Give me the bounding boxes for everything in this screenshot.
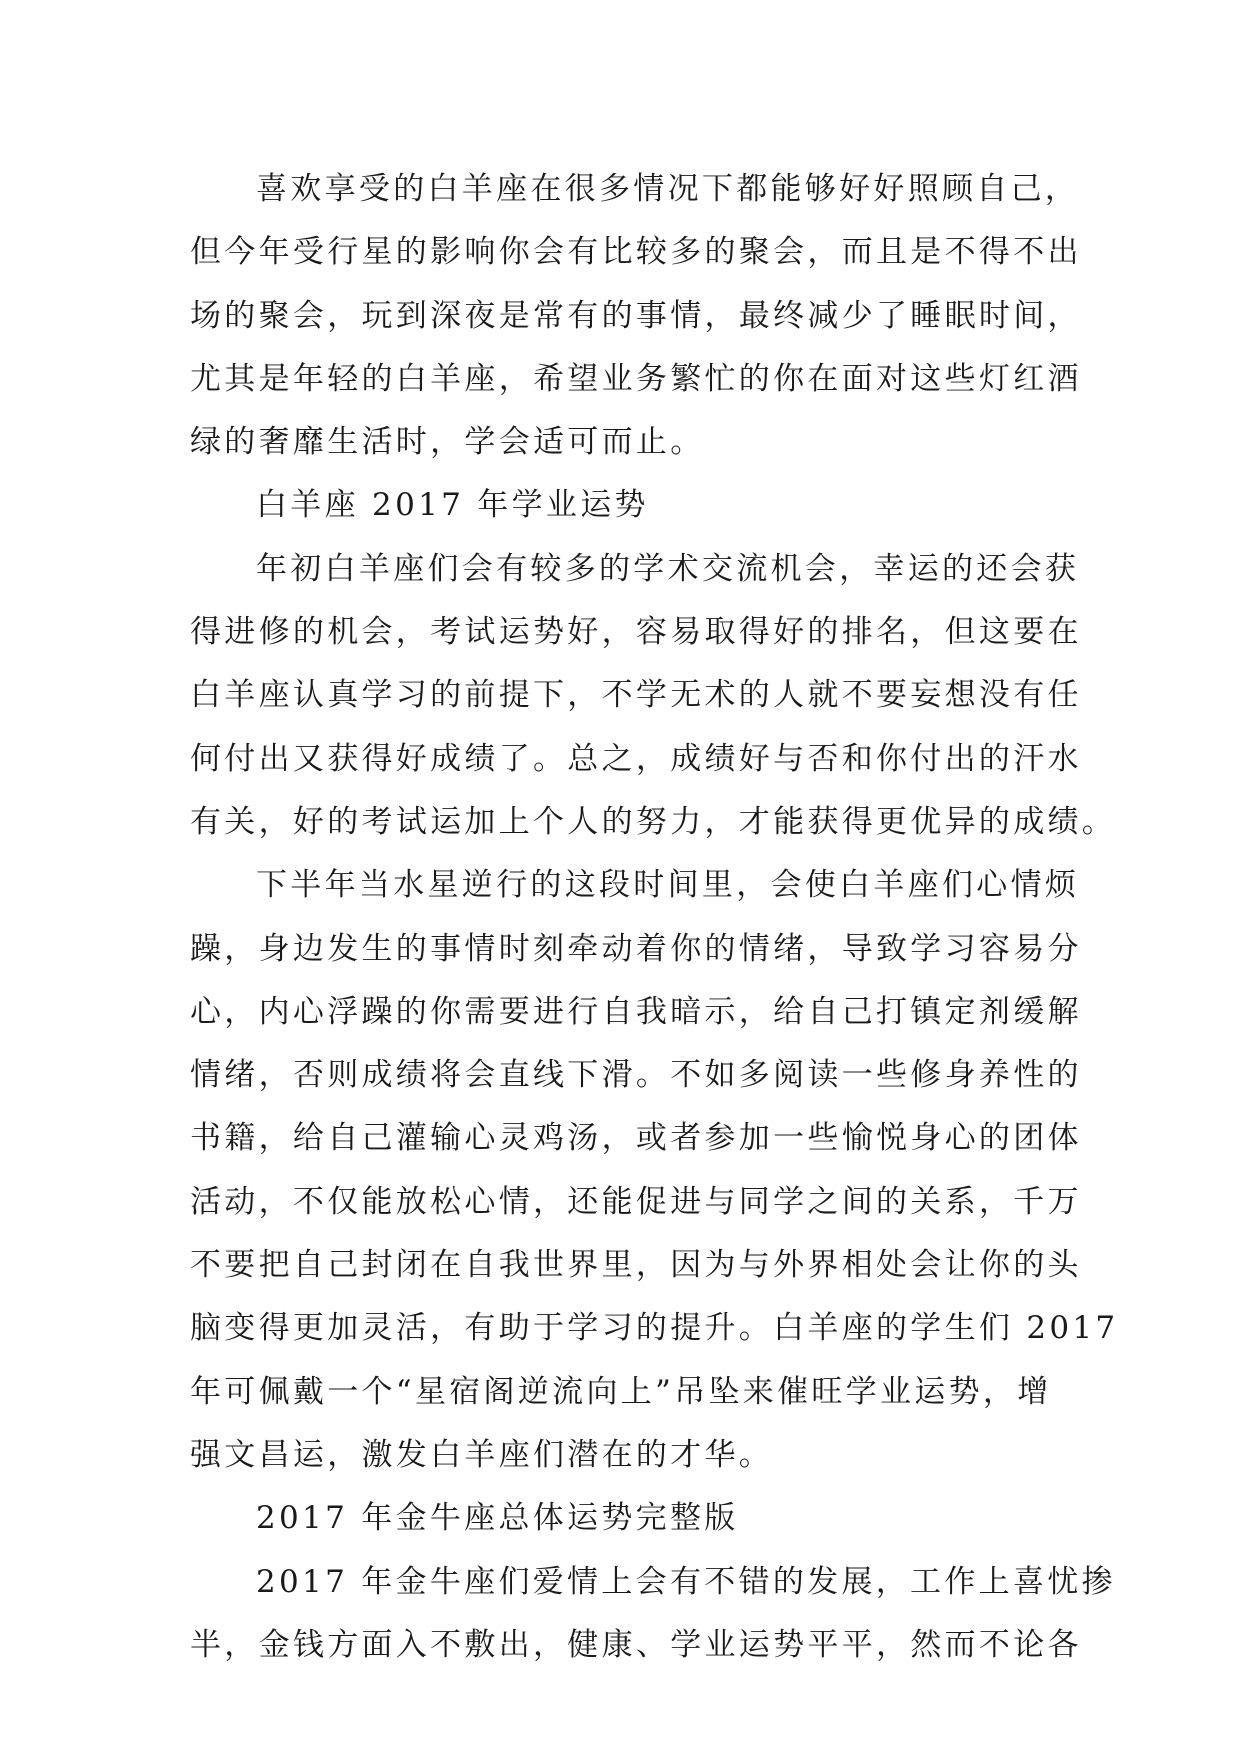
text-line: 书籍，给自己灌输心灵鸡汤，或者参加一些愉悦身心的团体 <box>190 1120 1082 1157</box>
text-line: 情绪，否则成绩将会直线下滑。不如多阅读一些修身养性的 <box>190 1057 1082 1094</box>
text-line: 年可佩戴一个“星宿阁逆流向上”吊坠来催旺学业运势，增 <box>190 1373 1052 1410</box>
text-line: 但今年受行星的影响你会有比较多的聚会，而且是不得不出 <box>190 234 1082 271</box>
text-line: 得进修的机会，考试运势好，容易取得好的排名，但这要在 <box>190 614 1082 651</box>
text-line: 躁，身边发生的事情时刻牵动着你的情绪，导致学习容易分 <box>190 930 1082 967</box>
document-body <box>190 158 1119 1677</box>
text-line: 年初白羊座们会有较多的学术交流机会，幸运的还会获 <box>256 550 1080 587</box>
text-line: 白羊座认真学习的前提下，不学无术的人就不要妄想没有任 <box>190 677 1082 714</box>
text-line: 强文昌运，激发白羊座们潜在的才华。 <box>190 1436 774 1473</box>
text-line: 喜欢享受的白羊座在很多情况下都能够好好照顾自己， <box>256 171 1080 207</box>
text-line: 何付出又获得好成绩了。总之，成绩好与否和你付出的汗水 <box>190 740 1082 777</box>
text-line: 心，内心浮躁的你需要进行自我暗示，给自己打镇定剂缓解 <box>190 993 1082 1030</box>
text-line: 下半年当水星逆行的这段时间里，会使白羊座们心情烦 <box>256 867 1080 904</box>
text-line: 半，金钱方面入不敷出，健康、学业运势平平，然而不论各 <box>190 1626 1082 1663</box>
text-line: 不要把自己封闭在自我世界里，因为与外界相处会让你的头 <box>190 1247 1082 1284</box>
text-line: 白羊座 2017 年学业运势 <box>256 487 649 524</box>
text-line: 场的聚会，玩到深夜是常有的事情，最终减少了睡眠时间， <box>190 297 1082 334</box>
text-line: 2017 年金牛座总体运势完整版 <box>256 1500 739 1537</box>
text-line: 有关，好的考试运加上个人的努力，才能获得更优异的成绩。 <box>190 803 1117 840</box>
text-line: 尤其是年轻的白羊座，希望业务繁忙的你在面对这些灯红酒 <box>190 360 1082 397</box>
text-line: 2017 年金牛座们爱情上会有不错的发展，工作上喜忧掺 <box>256 1563 1116 1600</box>
text-line: 活动，不仅能放松心情，还能促进与同学之间的关系，千万 <box>190 1183 1082 1220</box>
text-line: 脑变得更加灵活，有助于学习的提升。白羊座的学生们 2017 <box>190 1310 1119 1347</box>
text-line: 绿的奢靡生活时，学会适可而止。 <box>190 424 705 461</box>
